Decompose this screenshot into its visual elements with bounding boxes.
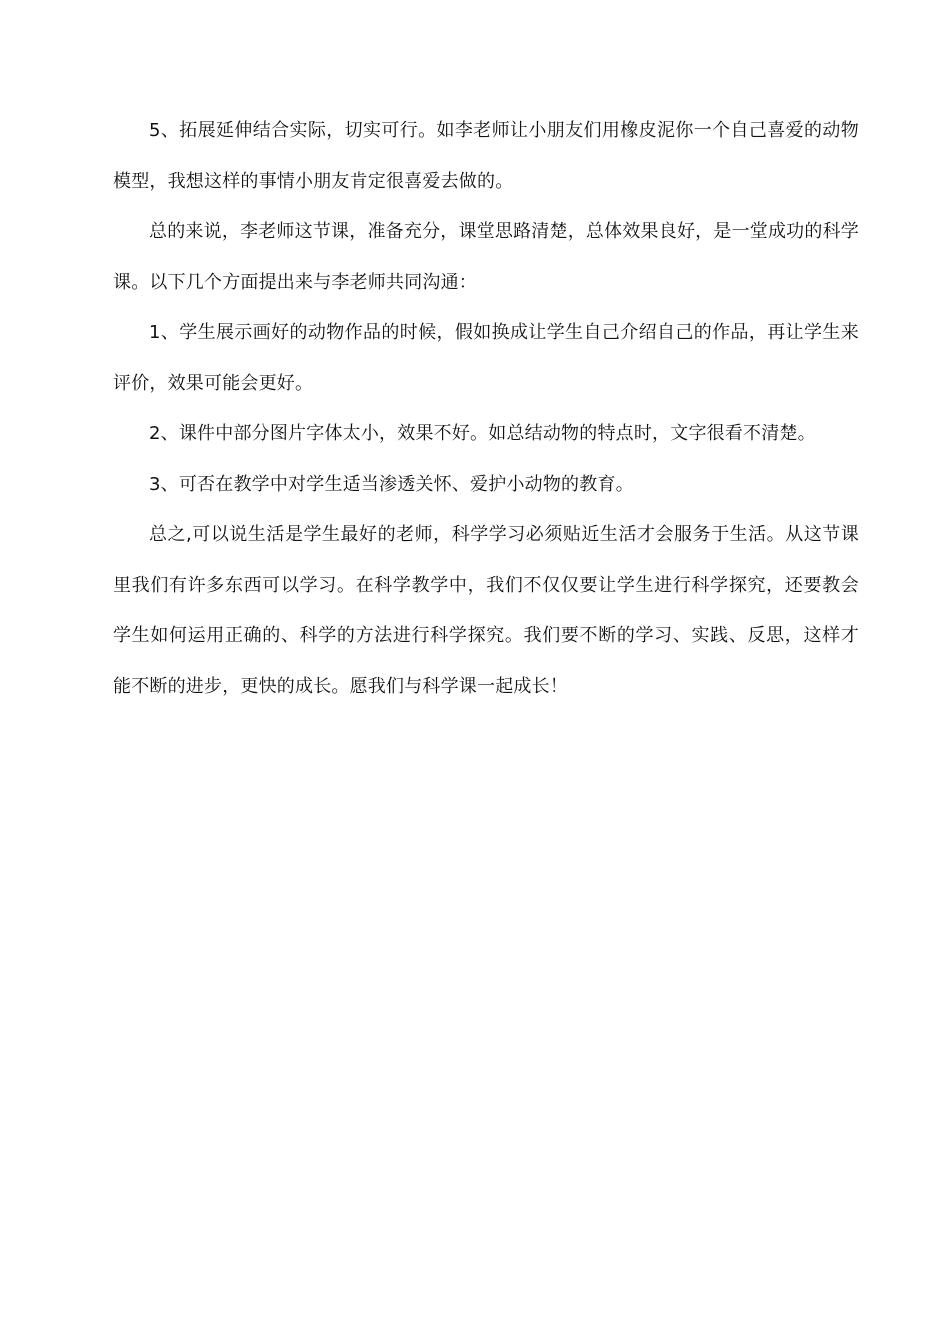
paragraph-suggestion-1: 1、学生展示画好的动物作品的时候，假如换成让学生自己介绍自己的作品，再让学生来评价，效果可能会更好。 [113, 322, 859, 394]
paragraph-extension: 5、拓展延伸结合实际，切实可行。如李老师让小朋友们用橡皮泥你一个自己喜爱的动物模型，我想这样的事情小朋友肯定很喜爱去做的。 [113, 120, 859, 192]
paragraph-conclusion: 总之,可以说生活是学生最好的老师，科学学习必须贴近生活才会服务于生活。从这节课里我们有许多东西可以学习。在科学教学中，我们不仅仅要让学生进行科学探究，还要教会学生如何运用正确的、科学的方法进行科学探究。我们要不断的学习、实践、反思，这样才能不断的进步，更快的成长。愿我们与科学课一起成长！ [113, 524, 859, 697]
paragraph-summary: 总的来说，李老师这节课，准备充分，课堂思路清楚，总体效果良好，是一堂成功的科学课。以下几个方面提出来与李老师共同沟通： [113, 221, 859, 293]
document-body [113, 106, 859, 712]
paragraph-suggestion-2: 2、课件中部分图片字体太小，效果不好。如总结动物的特点时，文字很看不清楚。 [149, 423, 816, 444]
paragraph-suggestion-3: 3、可否在教学中对学生适当渗透关怀、爱护小动物的教育。 [149, 473, 634, 495]
